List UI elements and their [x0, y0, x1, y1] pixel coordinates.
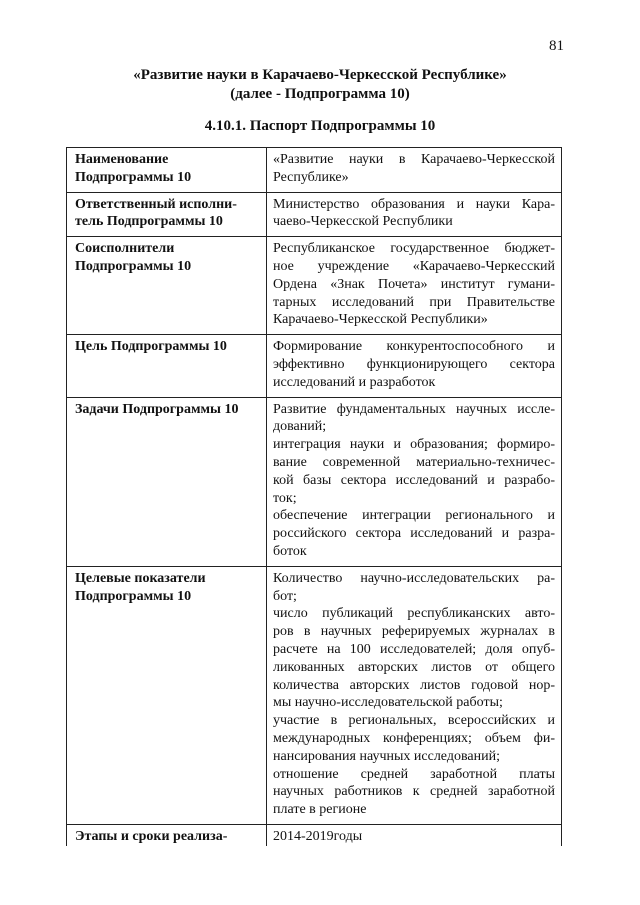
row-value-line: участие в региональных, всероссийских и — [273, 713, 555, 729]
row-label-cell — [67, 335, 267, 397]
row-value-line: ток; — [273, 490, 297, 506]
row-value-line: число публикаций республиканских авто- — [273, 606, 555, 622]
table-row — [67, 397, 562, 566]
row-value-line: Ордена «Знак Почета» институт гумани- — [273, 276, 555, 292]
row-label-cell — [67, 824, 267, 845]
row-value-line: ное учреждение «Карачаево-Черкесский — [273, 258, 555, 274]
title-line-1: «Развитие науки в Карачаево-Черкесской Республике» — [133, 67, 507, 83]
row-value-line: «Развитие науки в Карачаево-Черкесской — [273, 152, 555, 167]
row-value-line: отношение средней заработной платы — [273, 766, 555, 782]
row-label-line: Ответственный исполни- — [75, 196, 237, 212]
row-value-line: вание современной материально-техничес- — [273, 454, 555, 470]
row-value-line: расчете на 100 исследователей; доля опуб- — [273, 641, 555, 657]
row-value-line: количества авторских листов годовой нор- — [273, 677, 555, 693]
row-value-line: Министерство образования и науки Кара- — [273, 196, 555, 212]
table-row — [67, 335, 562, 397]
row-value-cell — [267, 824, 562, 845]
row-value-line: плате в регионе — [273, 802, 367, 818]
row-value-cell — [267, 566, 562, 824]
row-label-line: Задачи Подпрограммы 10 — [75, 401, 239, 417]
row-label-line: Соисполнители — [75, 241, 175, 257]
row-value-line: мы научно-исследовательской работы; — [273, 695, 503, 711]
row-value-cell — [267, 397, 562, 566]
row-label-line: Подпрограммы 10 — [75, 258, 192, 274]
table-row — [67, 566, 562, 824]
row-value-line: научных работников к средней заработной — [273, 784, 555, 800]
row-value-cell — [267, 237, 562, 335]
row-label-cell — [67, 237, 267, 335]
row-label-line: Этапы и сроки реализа- — [75, 828, 228, 844]
row-value-line: Количество научно-исследовательских ра- — [273, 570, 555, 586]
row-value-line: эффективно функционирующего сектора — [273, 356, 555, 372]
row-value-cell — [267, 335, 562, 397]
row-label-cell — [67, 148, 267, 193]
row-label-line: тель Подпрограммы 10 — [75, 214, 223, 230]
row-value-line: боток — [273, 543, 307, 559]
row-value-cell — [267, 192, 562, 237]
table-row — [67, 192, 562, 237]
row-value-line: ликованных авторских листов от общего — [273, 659, 555, 675]
passport-table-body — [67, 148, 562, 846]
table-row — [67, 237, 562, 335]
table-row — [67, 148, 562, 193]
passport-table — [66, 147, 562, 846]
row-value-line: 2014-2019годы — [273, 828, 363, 844]
row-value-line: кой базы сектора исследований и разрабо- — [273, 472, 555, 488]
row-value-line: Формирование конкурентоспособного и — [273, 339, 555, 355]
section-heading: 4.10.1. Паспорт Подпрограммы 10 — [204, 118, 436, 134]
row-value-line: Республиканское государственное бюджет- — [273, 241, 555, 257]
row-label-line: Наименование — [75, 152, 169, 167]
row-value-line: интеграция науки и образования; формиро- — [273, 437, 555, 453]
page-number: 81 — [549, 38, 564, 54]
row-value-line: исследований и разработок — [273, 374, 436, 390]
row-value-line: бот; — [273, 588, 297, 604]
row-value-line: обеспечение интеграции регионального и — [273, 508, 555, 524]
row-label-cell — [67, 397, 267, 566]
title-line-2: (далее - Подпрограмма 10) — [230, 86, 410, 102]
row-label-line: Подпрограммы 10 — [75, 588, 192, 604]
row-label-line: Цель Подпрограммы 10 — [75, 339, 227, 355]
row-label-line: Целевые показатели — [75, 570, 206, 586]
row-value-line: тарных исследований при Правительстве — [273, 294, 555, 310]
row-value-line: Республике» — [273, 169, 349, 185]
row-value-line: нансирования научных исследований; — [273, 748, 500, 764]
row-value-line: Карачаево-Черкесской Республики» — [273, 312, 488, 328]
row-value-line: международных конференциях; объем фи- — [273, 730, 555, 746]
row-label-cell — [67, 192, 267, 237]
row-value-cell — [267, 148, 562, 193]
row-label-line: Подпрограммы 10 — [75, 169, 192, 185]
row-value-line: российского сектора исследований и разра- — [273, 526, 555, 542]
row-value-line: ров в научных реферируемых журналах в — [273, 624, 555, 640]
table-row — [67, 824, 562, 845]
document-title — [0, 66, 640, 104]
row-label-cell — [67, 566, 267, 824]
row-value-line: чаево-Черкесской Республики — [273, 214, 453, 230]
row-value-line: дований; — [273, 419, 327, 435]
row-value-line: Развитие фундаментальных научных иссле- — [273, 401, 555, 417]
